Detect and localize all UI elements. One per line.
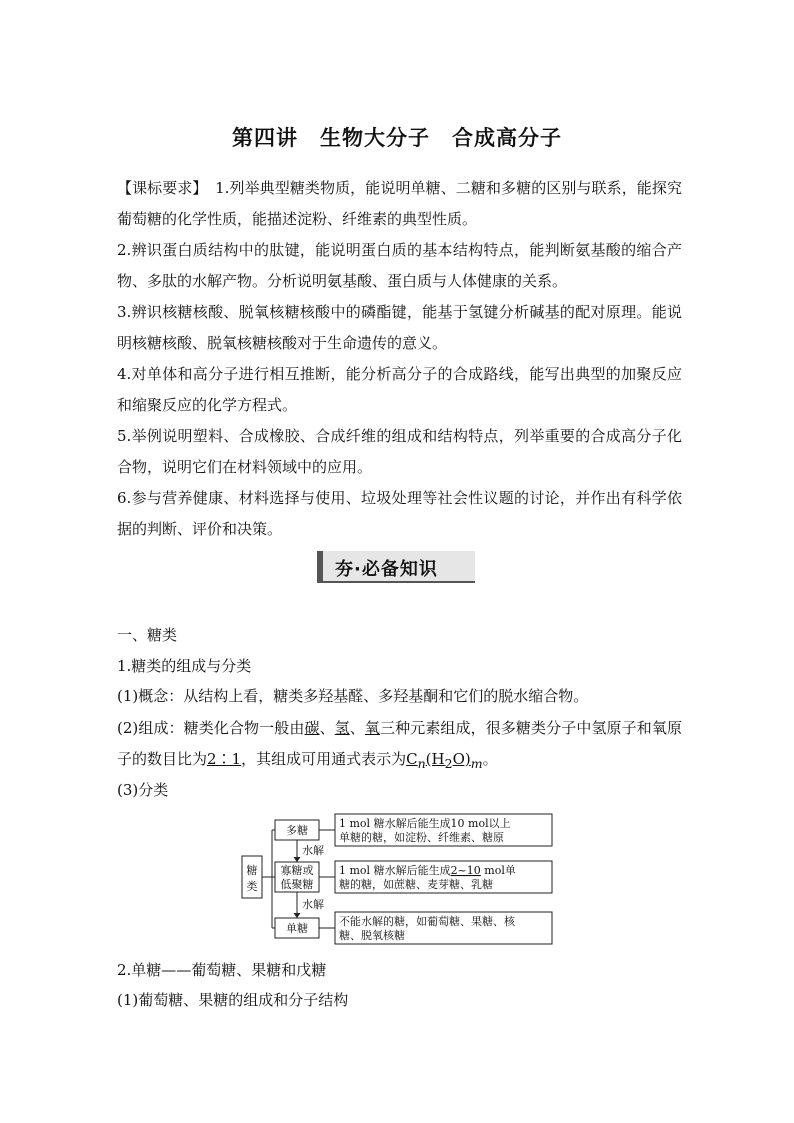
blank-ratio: 2∶1 xyxy=(207,750,242,768)
subsection-2-1: (1)葡萄糖、果糖的组成和分子结构 xyxy=(117,991,349,1009)
banner-label: 夯·必备知识 xyxy=(335,559,438,580)
blank-range: 2~10 xyxy=(450,864,481,877)
blank-carbon: 碳 xyxy=(304,719,320,737)
hydrolysis-label-1: 水解 xyxy=(302,844,324,857)
blank-hydrogen: 氢 xyxy=(334,719,350,737)
mono-label: 单糖 xyxy=(286,922,308,935)
hydrolysis-label-2: 水解 xyxy=(302,898,324,911)
root-char-2: 类 xyxy=(246,880,258,893)
root-char-1: 糖 xyxy=(246,864,258,877)
section-heading: 一、糖类 xyxy=(117,626,178,644)
requirements-label: 【课标要求】 xyxy=(117,179,201,197)
concept-text: (1)概念：从结构上看，糖类多羟基醛、多羟基酮和它们的脱水缩合物。 xyxy=(117,687,589,705)
subsection-heading: 1.糖类的组成与分类 xyxy=(117,657,252,675)
classify-label: (3)分类 xyxy=(117,781,169,799)
requirements-item-4: 4.对单体和高分子进行相互推断，能分析高分子的合成路线，能写出典型的加聚反应和缩聚反应的化学方程式。 xyxy=(117,365,682,414)
requirements-item-5: 5.举例说明塑料、合成橡胶、合成纤维的组成和结构特点，列举重要的合成高分子化合物，说明它们在材料领域中的应用。 xyxy=(117,427,682,476)
poly-desc-line-2: 单糖的糖，如淀粉、纤维素、糖原 xyxy=(339,831,504,844)
poly-label: 多糖 xyxy=(286,824,308,837)
blank-oxygen: 氧 xyxy=(364,719,381,737)
oligo-label-2: 低聚糖 xyxy=(280,878,314,891)
sugar-classification-diagram xyxy=(238,810,558,950)
poly-desc-line-1: 1 mol 糖水解后能生成10 mol以上 xyxy=(339,817,511,830)
composition-text: (2)组成：糖类化合物一般由碳、氢、氧三种元素组成，很多糖类分子中氢原子和氧原子的数目比为2∶1，其组成可用通式表示为$C_n(H_2O)_m$。 xyxy=(117,719,682,771)
oligo-label-1: 寡糖或 xyxy=(280,864,314,877)
requirements-item-2: 2.辨识蛋白质结构中的肽键，能说明蛋白质的基本结构特点，能判断氨基酸的缩合产物、多肽的水解产物。分析说明氨基酸、蛋白质与人体健康的关系。 xyxy=(117,241,682,290)
blank-formula: $C_n(H_2O)_m$ xyxy=(406,750,483,771)
subsection-2-heading: 2.单糖——葡萄糖、果糖和戊糖 xyxy=(117,961,327,979)
requirements-item-6: 6.参与营养健康、材料选择与使用、垃圾处理等社会性议题的讨论，并作出有科学依据的判断、评价和决策。 xyxy=(117,489,682,538)
requirements-item-1: 【课标要求】 1.列举典型糖类物质，能说明单糖、二糖和多糖的区别与联系，能探究葡萄糖的化学性质，能描述淀粉、纤维素的典型性质。 xyxy=(117,179,682,228)
oligo-desc-line-1: 1 mol 糖水解后能生成2~10 mol单 xyxy=(339,864,516,877)
mono-desc-line-1: 不能水解的糖，如葡萄糖、果糖、核 xyxy=(339,915,515,928)
section-banner xyxy=(317,551,475,583)
banner-bar xyxy=(317,551,323,581)
mono-desc-line-2: 糖、脱氧核糖 xyxy=(339,929,405,942)
page-title: 第四讲 生物大分子 合成高分子 xyxy=(232,125,562,150)
arrow-down-1 xyxy=(294,857,301,862)
arrow-down-2 xyxy=(294,913,301,918)
oligo-desc-line-2: 糖的糖，如蔗糖、麦芽糖、乳糖 xyxy=(339,878,493,891)
requirements-item-3: 3.辨识核糖核酸、脱氧核糖核酸中的磷酯键，能基于氢键分析碱基的配对原理。能说明核糖核酸、脱氧核糖核酸对于生命遗传的意义。 xyxy=(117,303,682,352)
